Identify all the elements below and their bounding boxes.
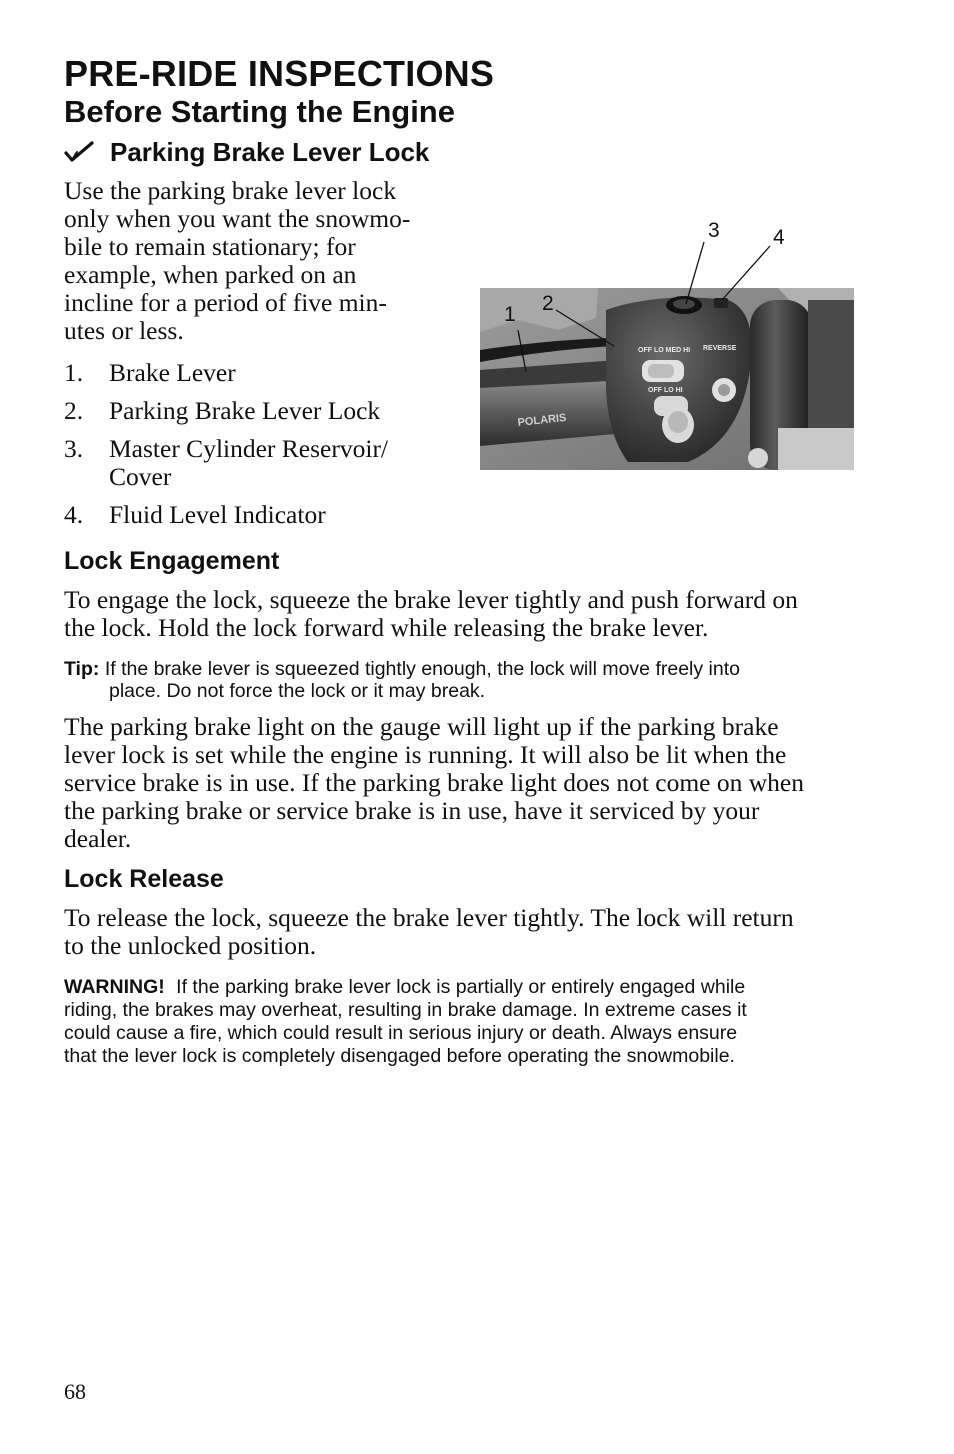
callout-label-1: 1 bbox=[504, 303, 516, 326]
intro-line: incline for a period of five min- bbox=[64, 288, 387, 317]
paragraph-line: the lock. Hold the lock forward while releasing the brake lever. bbox=[64, 613, 709, 642]
intro-line: bile to remain stationary; for bbox=[64, 232, 356, 261]
list-item-label: Parking Brake Lever Lock bbox=[109, 396, 381, 425]
warning-label: WARNING! bbox=[64, 976, 165, 998]
list-item bbox=[64, 359, 444, 387]
list-item-number: 3. bbox=[64, 434, 84, 463]
list-item bbox=[64, 435, 444, 491]
list-item-label: Brake Lever bbox=[109, 358, 236, 387]
intro-line: only when you want the snowmo- bbox=[64, 204, 411, 233]
page-subtitle: Before Starting the Engine bbox=[64, 94, 455, 129]
callout-label-3: 3 bbox=[708, 219, 720, 242]
list-item-number: 2. bbox=[64, 396, 84, 425]
tip-label: Tip: bbox=[64, 658, 100, 680]
intro-paragraph bbox=[64, 177, 444, 345]
intro-line: example, when parked on an bbox=[64, 260, 357, 289]
lock-release-heading: Lock Release bbox=[64, 865, 224, 893]
tip-line: place. Do not force the lock or it may break. bbox=[109, 680, 486, 702]
paragraph-line: The parking brake light on the gauge will light up if the parking brake bbox=[64, 712, 779, 741]
parking-light-paragraph bbox=[64, 713, 864, 853]
warning-line: that the lever lock is completely disengaged before operating the snowmobile. bbox=[64, 1045, 735, 1067]
decal-text: OFF LO MED HI bbox=[638, 347, 691, 354]
intro-line: utes or less. bbox=[64, 316, 184, 345]
callout-label-2: 2 bbox=[542, 292, 554, 315]
paragraph-line: To engage the lock, squeeze the brake lever tightly and push forward on bbox=[64, 585, 798, 614]
warning-note bbox=[64, 976, 864, 1068]
brake-lever-photo bbox=[478, 200, 856, 472]
decal-text: REVERSE bbox=[703, 345, 737, 352]
tip-line: If the brake lever is squeezed tightly enough, the lock will move freely into bbox=[104, 658, 740, 680]
list-item bbox=[64, 397, 444, 425]
list-item-number: 1. bbox=[64, 358, 84, 387]
paragraph-line: to the unlocked position. bbox=[64, 931, 317, 960]
callout-label-4: 4 bbox=[773, 226, 785, 249]
intro-line: Use the parking brake lever lock bbox=[64, 176, 397, 205]
section-heading bbox=[64, 136, 429, 168]
list-item-label: Master Cylinder Reservoir/ Cover bbox=[109, 434, 389, 491]
lock-engagement-paragraph bbox=[64, 586, 864, 642]
decal-text: POLARIS bbox=[517, 411, 567, 429]
page-number: 68 bbox=[64, 1379, 86, 1404]
list-item-number: 4. bbox=[64, 500, 84, 529]
decal-text: OFF LO HI bbox=[648, 387, 683, 394]
check-icon bbox=[64, 140, 94, 164]
parts-list bbox=[64, 359, 444, 539]
paragraph-line: To release the lock, squeeze the brake lever tightly. The lock will return bbox=[64, 903, 794, 932]
paragraph-line: service brake is in use. If the parking brake light does not come on when bbox=[64, 768, 804, 797]
page-title: PRE-RIDE INSPECTIONS bbox=[64, 53, 495, 94]
paragraph-line: lever lock is set while the engine is running. It will also be lit when the bbox=[64, 740, 787, 769]
tip-note bbox=[64, 658, 864, 702]
lock-release-paragraph bbox=[64, 904, 864, 960]
lock-engagement-heading: Lock Engagement bbox=[64, 547, 280, 575]
warning-line: If the parking brake lever lock is partially or entirely engaged while bbox=[176, 976, 746, 998]
paragraph-line: the parking brake or service brake is in use, have it serviced by your bbox=[64, 796, 760, 825]
warning-line: could cause a fire, which could result in serious injury or death. Always ensure bbox=[64, 1022, 738, 1044]
section-heading-text: Parking Brake Lever Lock bbox=[110, 137, 430, 167]
photo-frame bbox=[480, 288, 854, 470]
list-item-label: Fluid Level Indicator bbox=[109, 500, 326, 529]
warning-line: riding, the brakes may overheat, resulting in brake damage. In extreme cases it bbox=[64, 999, 747, 1021]
paragraph-line: dealer. bbox=[64, 824, 132, 853]
list-item bbox=[64, 501, 444, 529]
